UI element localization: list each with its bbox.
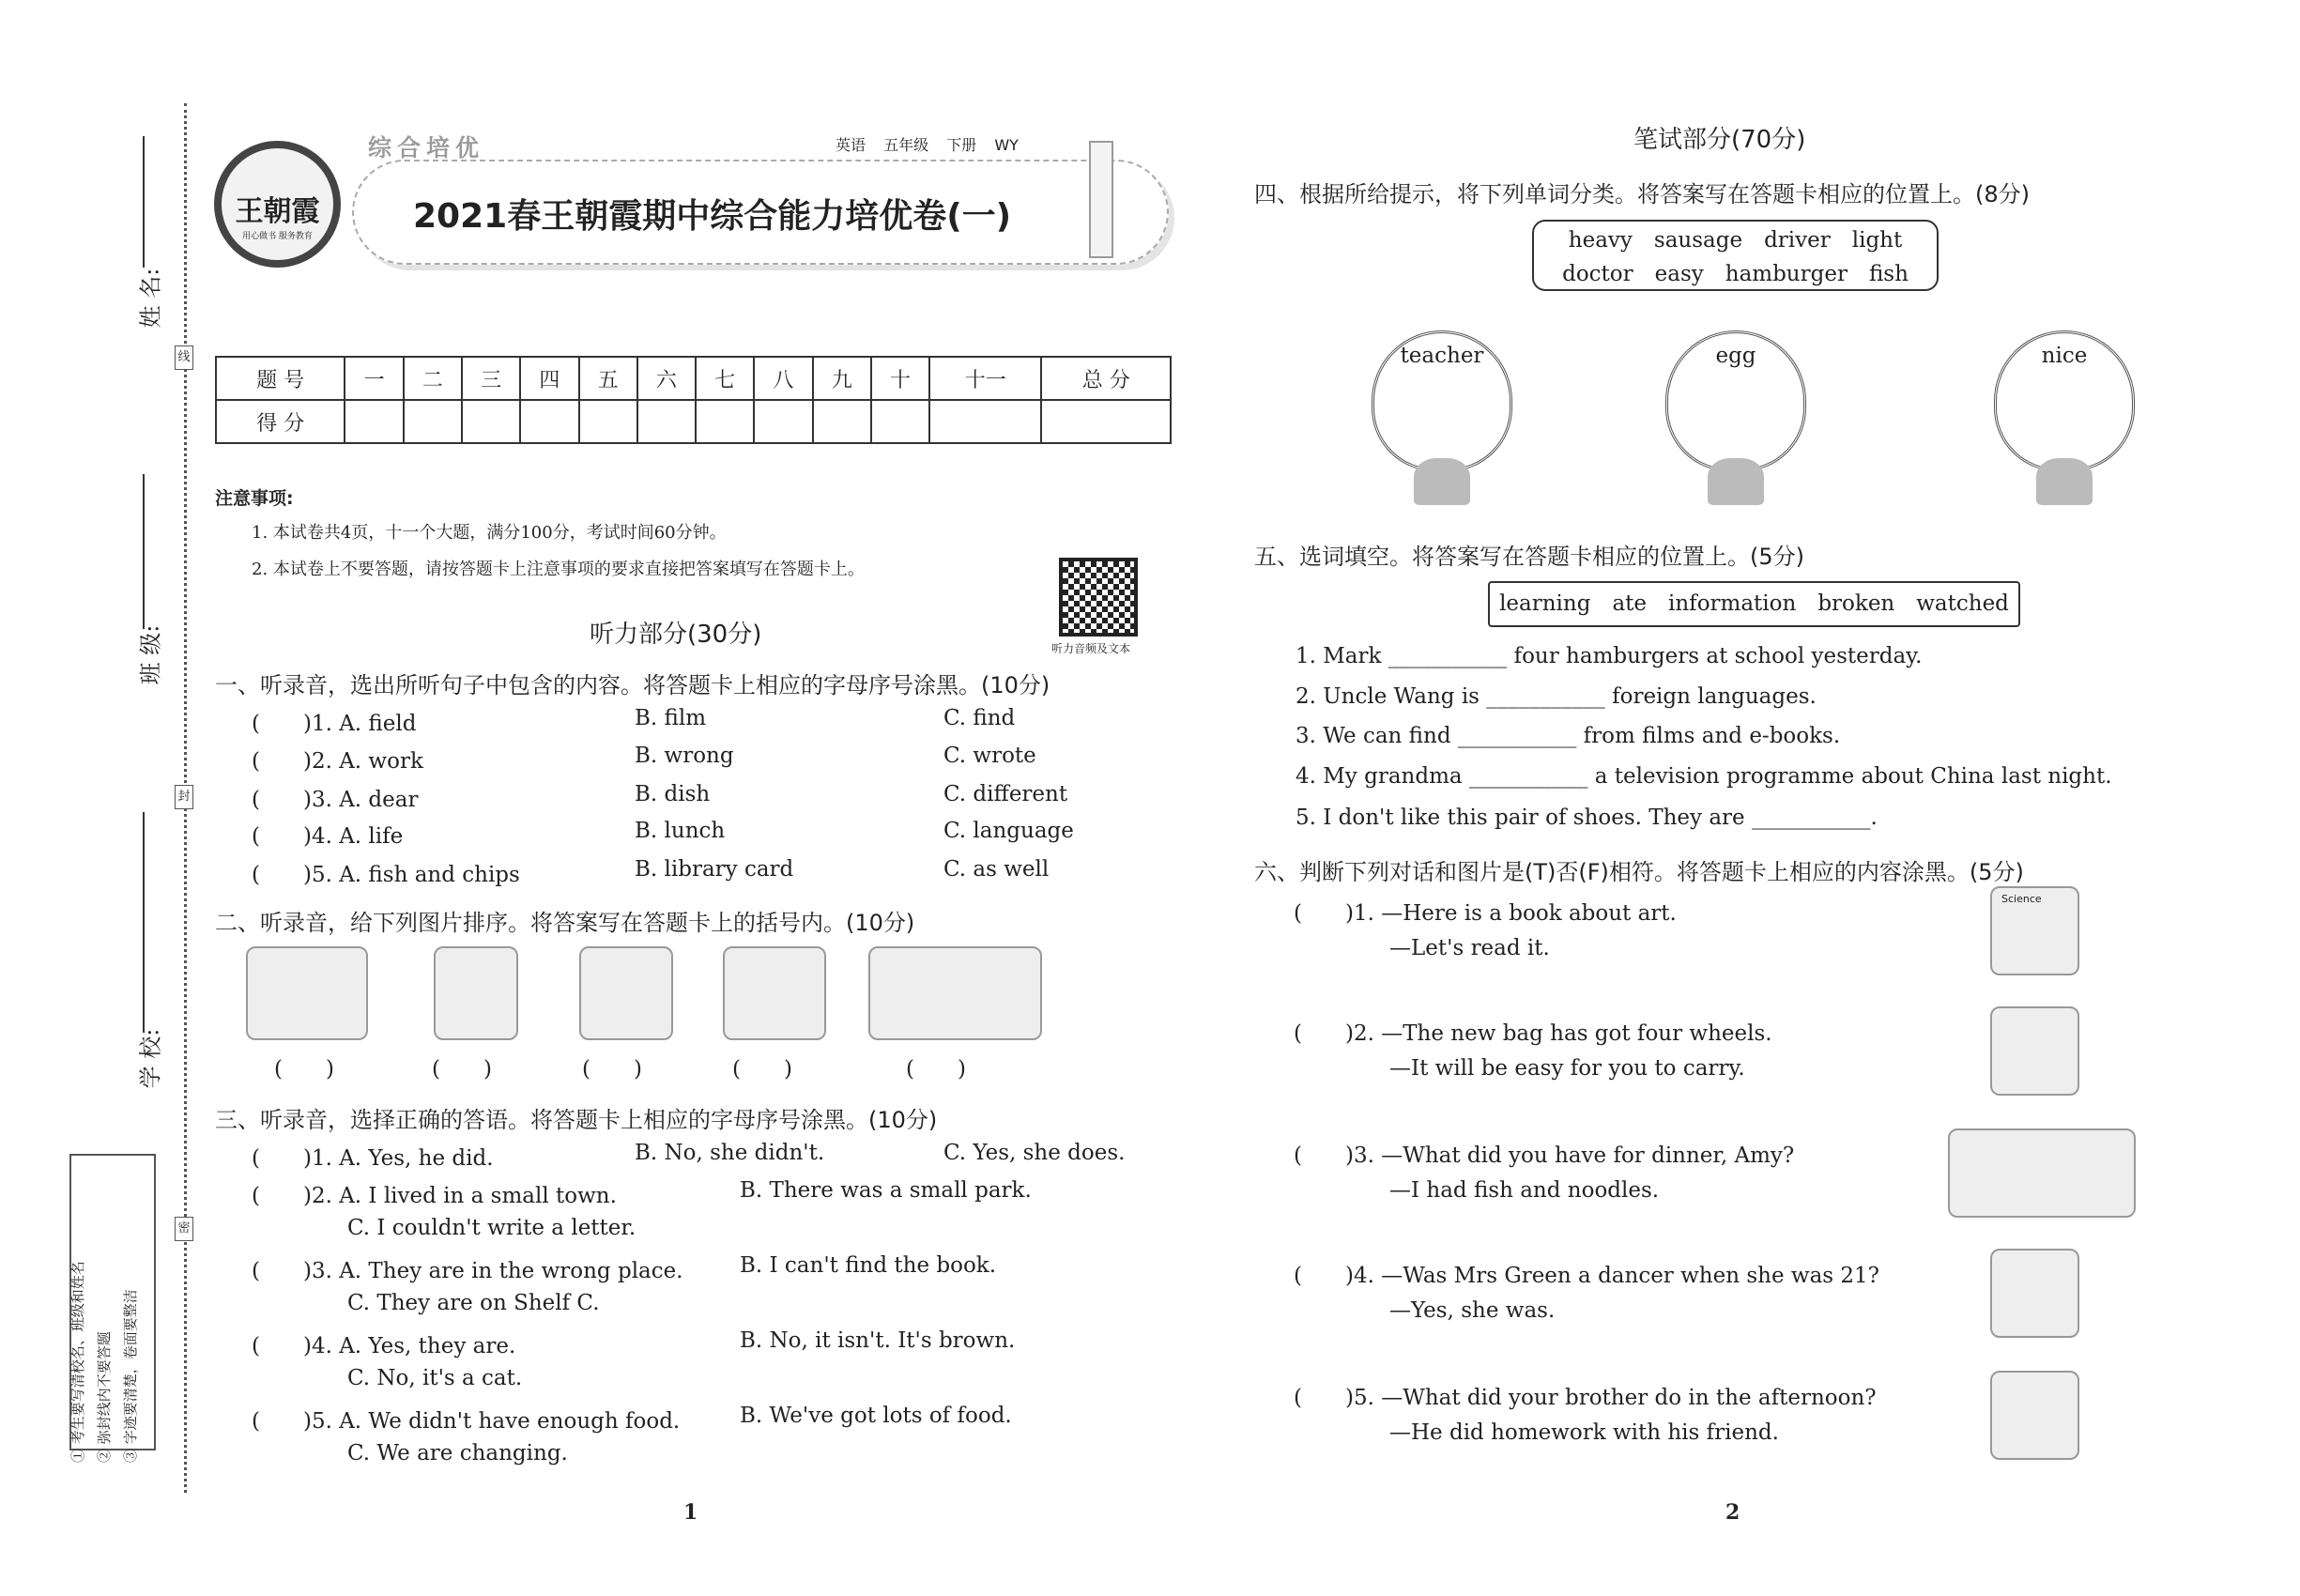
note: ② 弥封线内不要答题 bbox=[96, 1331, 113, 1463]
dialogue-picture bbox=[1990, 1249, 2079, 1338]
answer-option: C. They are on Shelf C. bbox=[347, 1291, 600, 1315]
section-2-title: 二、听录音，给下列图片排序。将答案写在答题卡上的括号内。(10分) bbox=[215, 910, 915, 936]
brand-name: 王朝霞 bbox=[235, 195, 320, 228]
score-cell[interactable] bbox=[462, 400, 520, 443]
class-label: 班 级: bbox=[137, 624, 164, 685]
score-cell[interactable] bbox=[520, 400, 578, 443]
question-option: ( )1. A. field bbox=[252, 712, 417, 736]
answer-option: B. There was a small park. bbox=[740, 1178, 1032, 1203]
score-cell[interactable] bbox=[579, 400, 637, 443]
dialogue-line: —He did homework with his friend. bbox=[1389, 1420, 1779, 1445]
score-cell[interactable] bbox=[345, 400, 403, 443]
question-option: C. different bbox=[943, 782, 1068, 806]
dialogue-picture bbox=[1948, 1128, 2136, 1218]
question-option: ( )5. A. fish and chips bbox=[252, 863, 520, 887]
brand-logo bbox=[214, 141, 341, 268]
score-header-cell: 八 bbox=[754, 357, 812, 400]
question-option: B. library card bbox=[635, 857, 794, 882]
score-header-cell: 七 bbox=[696, 357, 754, 400]
series-label: 综合培优 bbox=[368, 134, 485, 161]
order-bracket[interactable]: ( ) bbox=[274, 1057, 334, 1082]
brand-motto: 用心做书 服务教育 bbox=[242, 232, 313, 241]
answer-option: ( )5. A. We didn't have enough food. bbox=[252, 1409, 681, 1434]
section-5-title: 五、选词填空。将答案写在答题卡相应的位置上。(5分) bbox=[1254, 544, 1804, 570]
score-header-cell: 题 号 bbox=[216, 357, 345, 400]
order-bracket[interactable]: ( ) bbox=[906, 1057, 966, 1082]
school-label: 学 校: bbox=[137, 1028, 164, 1089]
question-option: ( )2. A. work bbox=[252, 749, 423, 774]
question-option: ( )3. A. dear bbox=[252, 788, 419, 812]
score-header-cell: 六 bbox=[637, 357, 696, 400]
answer-option: ( )3. A. They are in the wrong place. bbox=[252, 1259, 683, 1283]
school-line[interactable] bbox=[143, 812, 145, 1033]
word-bank-5: learning ate information broken watched bbox=[1488, 581, 2020, 627]
answer-option: C. No, it's a cat. bbox=[347, 1366, 523, 1390]
fill-blank-item: 4. My grandma ___________ a television programme about China last night. bbox=[1296, 764, 2112, 789]
order-bracket[interactable]: ( ) bbox=[582, 1057, 642, 1082]
score-cell[interactable] bbox=[813, 400, 871, 443]
dialogue-picture: Science bbox=[1990, 886, 2079, 975]
answer-option: B. No, it isn't. It's brown. bbox=[740, 1328, 1016, 1353]
question-option: C. wrote bbox=[943, 744, 1036, 768]
dialogue-picture bbox=[1990, 1006, 2079, 1096]
section-6-title: 六、判断下列对话和图片是(T)否(F)相符。将答题卡上相应的内容涂黑。(5分) bbox=[1254, 859, 2024, 885]
dialogue-line: ( )5. —What did your brother do in the afternoon? bbox=[1294, 1386, 1877, 1410]
score-cell[interactable] bbox=[754, 400, 812, 443]
score-header-cell: 十一 bbox=[929, 357, 1041, 400]
dialogue-line: —I had fish and noodles. bbox=[1389, 1178, 1660, 1203]
answer-option: C. We are changing. bbox=[347, 1441, 568, 1466]
fill-blank-item: 1. Mark ___________ four hamburgers at school yesterday. bbox=[1296, 644, 1923, 668]
score-header-cell: 三 bbox=[462, 357, 520, 400]
qr-caption: 听力音频及文本 bbox=[1051, 642, 1131, 655]
seal-tag: 密 bbox=[175, 1217, 193, 1241]
word-bank-4: heavy sausage driver light doctor easy hamburger fish bbox=[1532, 220, 1939, 291]
dialogue-line: ( )3. —What did you have for dinner, Amy? bbox=[1294, 1143, 1795, 1168]
note: ① 考生要写清校名、班级和姓名 bbox=[69, 1261, 86, 1463]
answer-option: B. We've got lots of food. bbox=[740, 1404, 1012, 1428]
listening-picture bbox=[434, 946, 518, 1040]
page-number: 2 bbox=[1725, 1500, 1740, 1525]
listening-picture bbox=[579, 946, 673, 1040]
score-cell[interactable] bbox=[929, 400, 1041, 443]
score-cell[interactable] bbox=[1041, 400, 1171, 443]
question-option: B. lunch bbox=[635, 819, 726, 843]
score-table bbox=[215, 356, 1172, 444]
score-header-cell: 二 bbox=[404, 357, 462, 400]
answer-option: B. I can't find the book. bbox=[740, 1253, 997, 1278]
score-cell[interactable] bbox=[871, 400, 929, 443]
score-header-cell: 总 分 bbox=[1041, 357, 1171, 400]
lighthouse-icon bbox=[1089, 141, 1113, 258]
question-option: B. dish bbox=[635, 782, 711, 806]
category-label: teacher bbox=[1400, 344, 1484, 368]
answer-option: B. No, she didn't. bbox=[635, 1141, 825, 1165]
answer-option: ( )4. A. Yes, they are. bbox=[252, 1334, 516, 1358]
answer-option: ( )1. A. Yes, he did. bbox=[252, 1146, 494, 1171]
seal-tag: 封 bbox=[175, 785, 193, 809]
category-label: nice bbox=[2041, 344, 2088, 368]
score-header-cell: 五 bbox=[579, 357, 637, 400]
dialogue-line: ( )2. —The new bag has got four wheels. bbox=[1294, 1021, 1772, 1046]
listening-picture bbox=[246, 946, 368, 1040]
name-line[interactable] bbox=[143, 136, 145, 268]
paper-title: 2021春王朝霞期中综合能力培优卷(一) bbox=[413, 197, 1012, 236]
question-option: B. wrong bbox=[635, 744, 734, 768]
score-header-cell: 四 bbox=[520, 357, 578, 400]
order-bracket[interactable]: ( ) bbox=[432, 1057, 492, 1082]
listening-picture bbox=[723, 946, 826, 1040]
bow-icon bbox=[2036, 458, 2093, 505]
section-3-title: 三、听录音，选择正确的答语。将答题卡上相应的字母序号涂黑。(10分) bbox=[215, 1107, 938, 1133]
score-row-label: 得 分 bbox=[216, 400, 345, 443]
category-label: egg bbox=[1715, 344, 1756, 368]
qr-code[interactable] bbox=[1059, 558, 1138, 637]
dialogue-line: —Let's read it. bbox=[1389, 936, 1550, 960]
question-option: C. find bbox=[943, 706, 1016, 730]
score-cell[interactable] bbox=[637, 400, 696, 443]
notice-item: 1. 本试卷共4页，十一个大题，满分100分，考试时间60分钟。 bbox=[252, 523, 727, 543]
score-cell[interactable] bbox=[696, 400, 754, 443]
score-header-cell: 一 bbox=[345, 357, 403, 400]
name-label: 姓 名: bbox=[137, 268, 164, 329]
class-line[interactable] bbox=[143, 474, 145, 629]
dialogue-line: ( )4. —Was Mrs Green a dancer when she was 21? bbox=[1294, 1264, 1879, 1288]
question-option: B. film bbox=[635, 706, 707, 730]
notes-box bbox=[69, 1154, 156, 1463]
notice-item: 2. 本试卷上不要答题，请按答题卡上注意事项的要求直接把答案填写在答题卡上。 bbox=[252, 560, 865, 579]
notice-title: 注意事项: bbox=[215, 488, 294, 509]
fill-blank-item: 3. We can find ___________ from films and e-books. bbox=[1296, 724, 1841, 748]
question-option: ( )4. A. life bbox=[252, 824, 404, 849]
listening-title: 听力部分(30分) bbox=[590, 621, 762, 649]
grade-meta: 英语 五年级 下册 WY bbox=[836, 136, 1019, 154]
listening-picture bbox=[868, 946, 1042, 1040]
score-header-cell: 九 bbox=[813, 357, 871, 400]
seal-tag: 线 bbox=[175, 345, 193, 370]
dialogue-line: —It will be easy for you to carry. bbox=[1389, 1056, 1745, 1081]
note: ③ 字迹要清楚，卷面要整洁 bbox=[122, 1289, 139, 1463]
answer-option: ( )2. A. I lived in a small town. bbox=[252, 1184, 617, 1208]
answer-option: C. Yes, she does. bbox=[943, 1141, 1126, 1165]
written-title: 笔试部分(70分) bbox=[1633, 126, 1806, 154]
answer-option: C. I couldn't write a letter. bbox=[347, 1216, 636, 1240]
question-option: C. language bbox=[943, 819, 1074, 843]
bow-icon bbox=[1708, 458, 1764, 505]
section-1-title: 一、听录音，选出所听句子中包含的内容。将答题卡上相应的字母序号涂黑。(10分) bbox=[215, 672, 1050, 698]
order-bracket[interactable]: ( ) bbox=[732, 1057, 792, 1082]
dialogue-line: ( )1. —Here is a book about art. bbox=[1294, 901, 1677, 926]
bow-icon bbox=[1414, 458, 1470, 505]
question-option: C. as well bbox=[943, 857, 1050, 882]
fill-blank-item: 2. Uncle Wang is ___________ foreign languages. bbox=[1296, 684, 1817, 709]
section-4-title: 四、根据所给提示，将下列单词分类。将答案写在答题卡相应的位置上。(8分) bbox=[1254, 181, 2030, 207]
dialogue-line: —Yes, she was. bbox=[1389, 1298, 1556, 1323]
page-number: 1 bbox=[683, 1500, 698, 1525]
dialogue-picture bbox=[1990, 1371, 2079, 1460]
score-cell[interactable] bbox=[404, 400, 462, 443]
score-header-cell: 十 bbox=[871, 357, 929, 400]
fill-blank-item: 5. I don't like this pair of shoes. They are ___________. bbox=[1296, 806, 1878, 830]
